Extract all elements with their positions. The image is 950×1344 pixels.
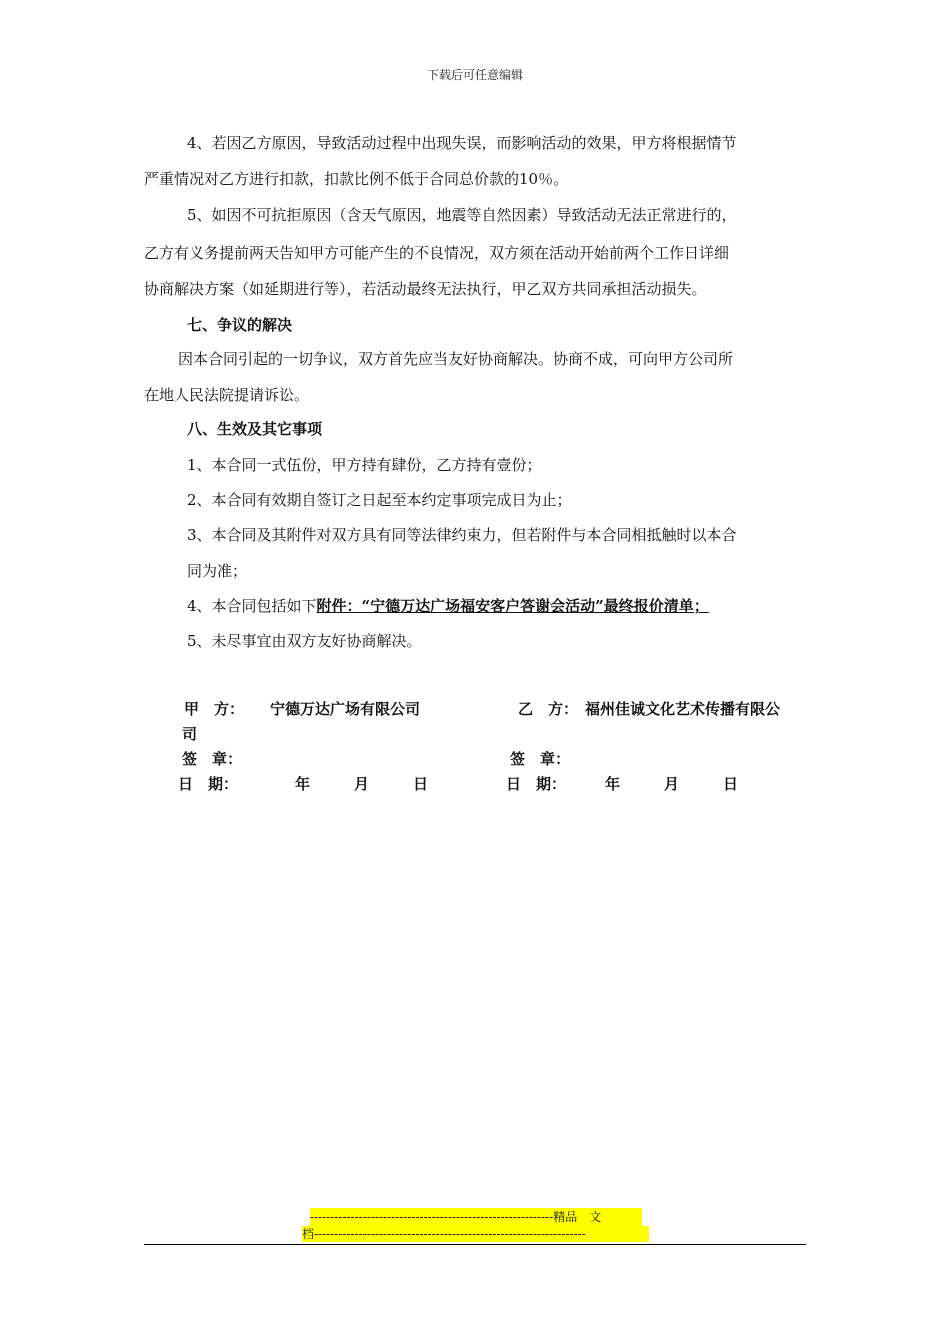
- page-header: 下载后可任意编辑: [426, 68, 523, 82]
- clause-5-line-3: 协商解决方案（如延期进行等），若活动最终无法执行，甲乙双方共同承担活动损失。: [144, 280, 707, 298]
- party-b-name-line-1: 福州佳诚文化艺术传播有限公: [585, 700, 781, 718]
- party-b-label: 乙 方：: [518, 700, 579, 718]
- section-7-heading: 七、争议的解决: [187, 316, 293, 334]
- clause-4-line-1: 4、若因乙方原因，导致活动过程中出现失误，而影响活动的效果，甲方将根据情节: [187, 134, 737, 152]
- attachment-link: 附件：“宁德万达广场福安客户答谢会活动”最终报价清单；: [316, 597, 709, 615]
- party-a-name: 宁德万达广场有限公司: [270, 700, 421, 718]
- footer-line-1: ------------------------------------------------------------精品 文: [310, 1208, 642, 1226]
- item-3-line-2: 同为准；: [187, 562, 248, 580]
- clause-5-line-1: 5、如因不可抗拒原因（含天气原因，地震等自然因素）导致活动无法正常进行的，: [187, 206, 737, 224]
- section-8-heading: 八、生效及其它事项: [187, 420, 323, 438]
- party-a-seal-label: 签 章：: [182, 750, 243, 768]
- party-b-date-label: 日 期：: [506, 775, 567, 793]
- item-2: 2、本合同有效期自签订之日起至本约定事项完成日为止；: [187, 491, 572, 509]
- party-a-label: 甲 方：: [184, 700, 245, 718]
- dispute-line-2: 在地人民法院提请诉讼。: [144, 386, 310, 404]
- party-a-date-label: 日 期：: [178, 775, 239, 793]
- item-1: 1、本合同一式伍份，甲方持有肆份，乙方持有壹份；: [187, 456, 542, 474]
- party-b-name-line-2: 司: [182, 725, 198, 743]
- party-b-day: 日: [723, 775, 739, 793]
- item-3-line-1: 3、本合同及其附件对双方具有同等法律约束力，但若附件与本合同相抵触时以本合: [187, 526, 737, 544]
- item-5: 5、未尽事宜由双方友好协商解决。: [187, 632, 422, 650]
- party-a-month: 月: [354, 775, 370, 793]
- party-a-day: 日: [413, 775, 429, 793]
- item-4-prefix: 4、本合同包括如下: [187, 597, 317, 615]
- dispute-line-1: 因本合同引起的一切争议，双方首先应当友好协商解决。协商不成，可向甲方公司所: [178, 350, 734, 368]
- item-4: [187, 595, 709, 616]
- footer-divider: [144, 1244, 806, 1245]
- clause-4-line-2: 严重情况对乙方进行扣款，扣款比例不低于合同总价款的10％。: [144, 170, 569, 188]
- party-b-month: 月: [664, 775, 680, 793]
- party-a-year: 年: [295, 775, 311, 793]
- footer-line-2: 档-------------------------------------------------------------------: [302, 1226, 649, 1242]
- clause-5-line-2: 乙方有义务提前两天告知甲方可能产生的不良情况，双方须在活动开始前两个工作日详细: [144, 244, 730, 262]
- party-b-year: 年: [605, 775, 621, 793]
- party-b-seal-label: 签 章：: [510, 750, 571, 768]
